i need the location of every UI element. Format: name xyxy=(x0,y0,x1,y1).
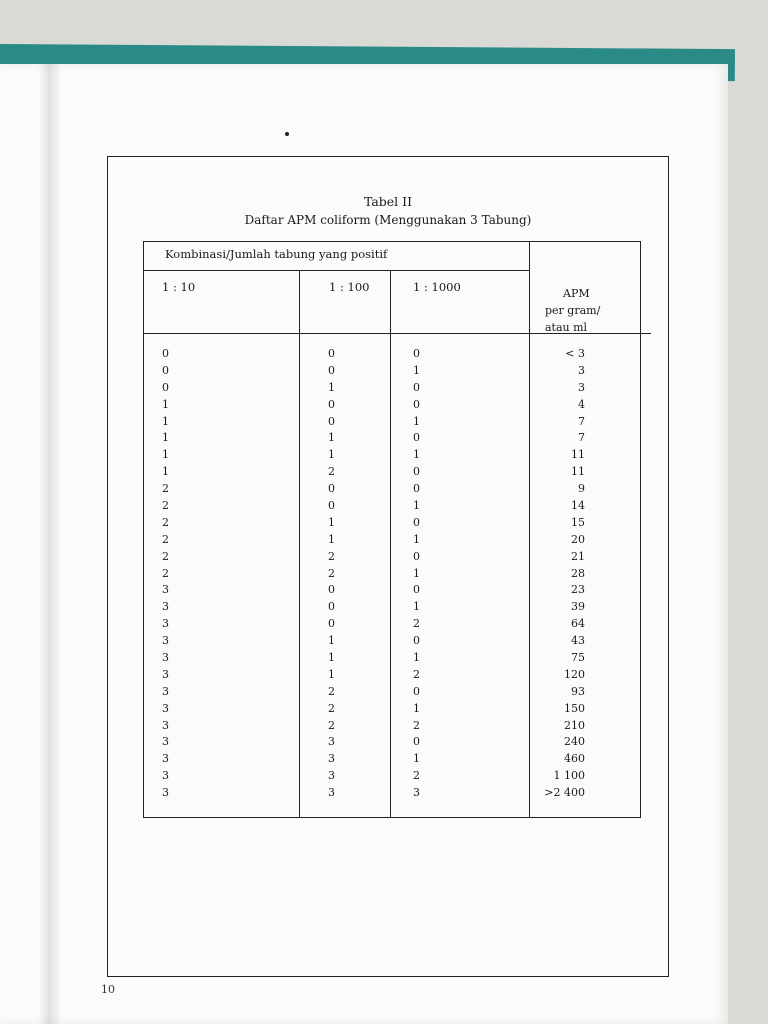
table-cell: 3 xyxy=(162,701,169,715)
apm-value-cell: 15 xyxy=(571,515,585,529)
ink-dot xyxy=(285,132,289,136)
table-cell: 2 xyxy=(413,769,420,783)
apm-value-cell: 20 xyxy=(571,532,585,546)
apm-value-cell: 11 xyxy=(571,448,585,462)
apm-value-cell: 93 xyxy=(571,684,585,698)
apm-value-cell: 4 xyxy=(578,397,585,411)
table-cell: 2 xyxy=(162,482,169,496)
table-cell: 2 xyxy=(162,515,169,529)
table-cell: 1 xyxy=(328,448,335,462)
table-cell: 0 xyxy=(328,414,335,428)
table-cell: 0 xyxy=(413,735,420,749)
apm-value-cell: 64 xyxy=(571,617,585,631)
apm-value-cell: 43 xyxy=(571,634,585,648)
table-cell: 1 xyxy=(162,397,169,411)
table-cell: 3 xyxy=(328,752,335,766)
table-cell: 3 xyxy=(162,786,169,800)
table-cell: 0 xyxy=(413,634,420,648)
table-cell: 1 xyxy=(413,448,420,462)
table-cell: 1 xyxy=(328,634,335,648)
table-cell: 1 xyxy=(413,752,420,766)
table-cell: 2 xyxy=(328,718,335,732)
table-cell: 0 xyxy=(328,499,335,513)
table-cell: 3 xyxy=(328,735,335,749)
table-cell: 2 xyxy=(328,465,335,479)
table-subtitle: Daftar APM coliform (Menggunakan 3 Tabung) xyxy=(244,213,532,227)
table-cell: 0 xyxy=(328,617,335,631)
table-cell: 1 xyxy=(413,414,420,428)
column-header-1-100: 1 : 100 xyxy=(329,280,370,294)
table-cell: 1 xyxy=(413,566,420,580)
table-cell: 0 xyxy=(413,380,420,394)
table-cell: 0 xyxy=(162,347,169,360)
table-cell: 1 xyxy=(162,465,169,479)
table-cell: 1 xyxy=(413,499,420,513)
column-divider-2 xyxy=(390,270,391,818)
table-cell: 3 xyxy=(162,583,169,597)
apm-value-cell: >2 400 xyxy=(544,786,585,800)
table-cell: 2 xyxy=(413,617,420,631)
table-cell: 1 xyxy=(162,414,169,428)
table-cell: 1 xyxy=(413,701,420,715)
apm-value-cell: 7 xyxy=(578,431,585,445)
apm-header-line-2: per gram/ xyxy=(545,304,601,317)
column-1-10-values xyxy=(162,346,202,802)
column-header-1-10: 1 : 10 xyxy=(162,280,196,294)
table-cell: 2 xyxy=(328,549,335,563)
table-cell: 3 xyxy=(162,718,169,732)
table-cell: 0 xyxy=(328,482,335,496)
table-cell: 0 xyxy=(328,397,335,411)
group-header: Kombinasi/Jumlah tabung yang positif xyxy=(165,247,388,261)
apm-value-cell: 75 xyxy=(571,651,585,665)
table-cell: 0 xyxy=(413,482,420,496)
table-cell: 1 xyxy=(328,515,335,529)
apm-header-line-3: atau ml xyxy=(545,321,588,334)
table-cell: 0 xyxy=(413,465,420,479)
table-cell: 2 xyxy=(162,499,169,513)
apm-value-cell: 1 100 xyxy=(553,769,585,783)
table-cell: 1 xyxy=(328,431,335,445)
table-title: Tabel II xyxy=(363,194,413,209)
table-cell: 1 xyxy=(162,431,169,445)
book-spine-shadow xyxy=(38,64,60,1024)
table-cell: 1 xyxy=(413,363,420,377)
table-cell: 1 xyxy=(328,651,335,665)
table-cell: 1 xyxy=(413,532,420,546)
table-cell: 1 xyxy=(328,380,335,394)
column-1-100-values xyxy=(328,346,368,802)
table-cell: 0 xyxy=(413,431,420,445)
table-cell: 2 xyxy=(328,566,335,580)
apm-value-cell: 3 xyxy=(578,363,585,377)
table-cell: 0 xyxy=(328,363,335,377)
apm-value-cell: 28 xyxy=(571,566,585,580)
apm-value-cell: 120 xyxy=(564,667,585,681)
table-cell: 0 xyxy=(162,363,169,377)
column-apm-values xyxy=(525,346,585,802)
table-cell: 3 xyxy=(162,600,169,614)
table-cell: 0 xyxy=(162,380,169,394)
apm-value-cell: 21 xyxy=(571,549,585,563)
table-cell: 1 xyxy=(162,448,169,462)
apm-value-cell: < 3 xyxy=(565,347,585,360)
table-cell: 2 xyxy=(328,684,335,698)
table-cell: 3 xyxy=(162,769,169,783)
apm-value-cell: 23 xyxy=(571,583,585,597)
table-cell: 0 xyxy=(413,684,420,698)
table-cell: 1 xyxy=(328,532,335,546)
table-cell: 2 xyxy=(162,566,169,580)
column-1-1000-values xyxy=(413,346,453,802)
table-cell: 0 xyxy=(328,347,335,360)
apm-header-line-1: APM xyxy=(563,287,590,300)
column-divider-1 xyxy=(299,270,300,818)
table-cell: 2 xyxy=(328,701,335,715)
apm-value-cell: 7 xyxy=(578,414,585,428)
table-cell: 3 xyxy=(328,786,335,800)
table-cell: 2 xyxy=(413,667,420,681)
table-title-block xyxy=(107,193,669,229)
table-cell: 1 xyxy=(413,651,420,665)
apm-value-cell: 11 xyxy=(571,465,585,479)
table-cell: 3 xyxy=(162,634,169,648)
header-divider xyxy=(143,270,530,271)
table-cell: 3 xyxy=(328,769,335,783)
table-cell: 3 xyxy=(162,735,169,749)
table-cell: 3 xyxy=(413,786,420,800)
table-cell: 3 xyxy=(162,684,169,698)
table-cell: 0 xyxy=(413,549,420,563)
column-header-1-1000: 1 : 1000 xyxy=(413,280,461,294)
apm-value-cell: 210 xyxy=(564,718,585,732)
table-cell: 3 xyxy=(162,651,169,665)
table-cell: 1 xyxy=(413,600,420,614)
apm-value-cell: 150 xyxy=(564,701,585,715)
apm-value-cell: 460 xyxy=(564,752,585,766)
table-cell: 1 xyxy=(328,667,335,681)
table-cell: 2 xyxy=(413,718,420,732)
table-cell: 0 xyxy=(413,515,420,529)
table-cell: 3 xyxy=(162,617,169,631)
table-cell: 0 xyxy=(413,583,420,597)
table-cell: 0 xyxy=(328,600,335,614)
table-cell: 0 xyxy=(413,397,420,411)
apm-value-cell: 39 xyxy=(571,600,585,614)
table-cell: 3 xyxy=(162,667,169,681)
apm-value-cell: 9 xyxy=(578,482,585,496)
table-cell: 0 xyxy=(413,347,420,360)
table-cell: 2 xyxy=(162,532,169,546)
table-cell: 3 xyxy=(162,752,169,766)
apm-column-header xyxy=(545,285,635,336)
page-number: 10 xyxy=(101,983,115,996)
apm-value-cell: 240 xyxy=(564,735,585,749)
table-cell: 0 xyxy=(328,583,335,597)
table-cell: 2 xyxy=(162,549,169,563)
apm-value-cell: 3 xyxy=(578,380,585,394)
apm-value-cell: 14 xyxy=(571,499,585,513)
